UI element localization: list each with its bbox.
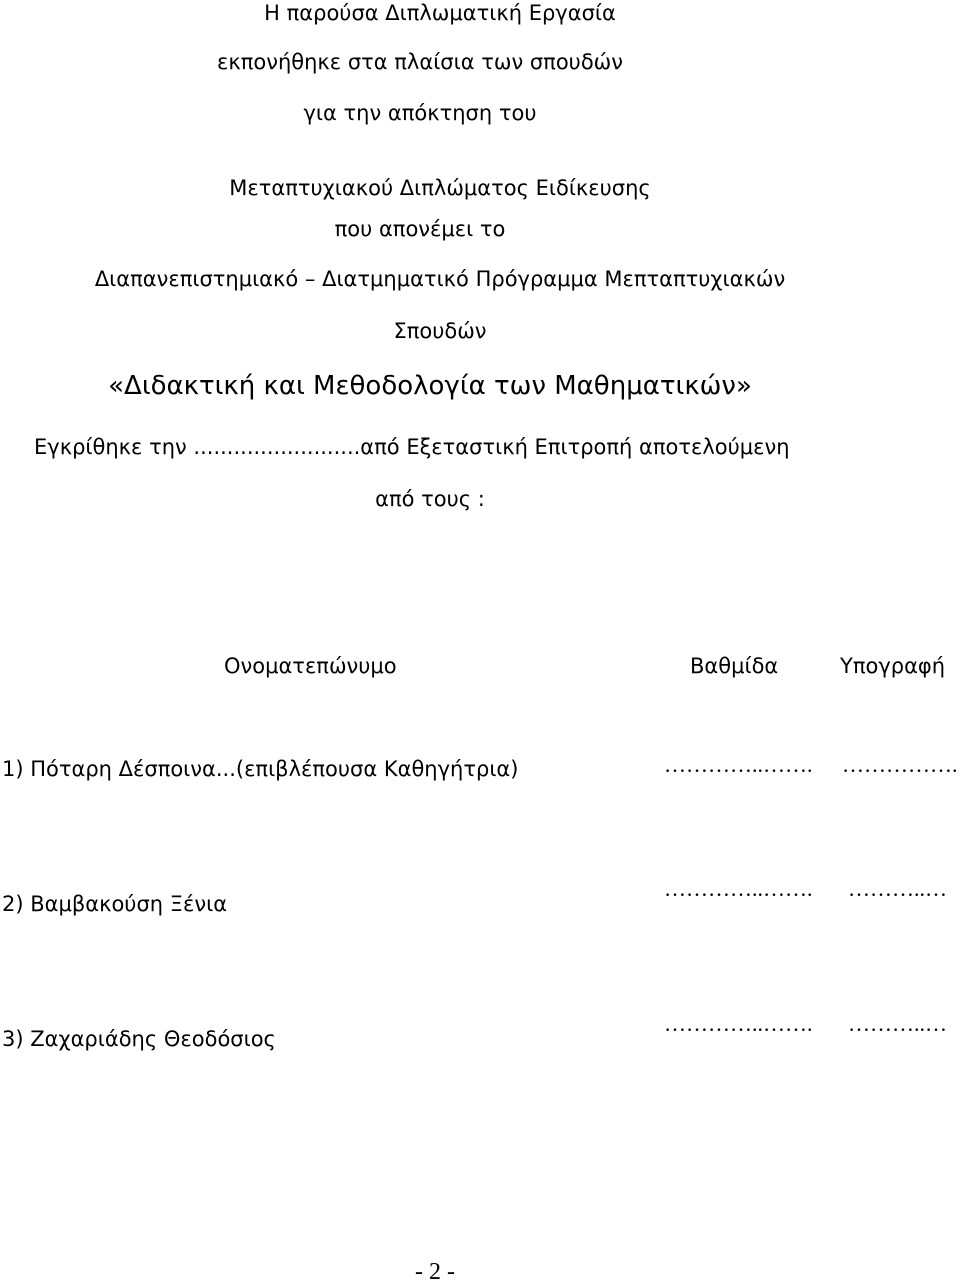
program-name-line-2: Σπουδών: [393, 319, 487, 343]
column-header-name: Ονοματεπώνυμο: [224, 654, 397, 678]
intro-line-2: εκπονήθηκε στα πλαίσια των σπουδών: [217, 50, 623, 74]
column-header-signature: Υπογραφή: [840, 654, 946, 678]
approval-line: Εγκρίθηκε την .........................από Εξεταστική Επιτροπή αποτελούμενη: [34, 435, 790, 459]
page-number: - 2 -: [415, 1259, 455, 1285]
rank-placeholder: …………..…….: [664, 752, 813, 777]
signature-placeholder: ………..…: [848, 1011, 947, 1036]
signature-placeholder: ………..…: [848, 876, 947, 901]
intro-line-5: που απονέμει το: [334, 217, 506, 241]
member-name: 3) Ζαχαριάδης Θεοδόσιος: [2, 1027, 276, 1051]
signature-placeholder: …………….: [842, 752, 958, 777]
approval-line-2: από τους :: [375, 487, 485, 511]
intro-line-1: Η παρούσα Διπλωματική Εργασία: [264, 1, 616, 25]
rank-placeholder: …………..…….: [664, 876, 813, 901]
degree-title: Μεταπτυχιακού Διπλώματος Ειδίκευσης: [229, 176, 651, 200]
member-name: 1) Πόταρη Δέσποινα...(επιβλέπουσα Καθηγήτρια): [2, 757, 519, 781]
program-name-line-1: Διαπανεπιστημιακό – Διατμηματικό Πρόγραμμα Μεπταπτυχιακών: [94, 267, 786, 291]
rank-placeholder: …………..…….: [664, 1011, 813, 1036]
member-name: 2) Βαμβακούση Ξένια: [2, 892, 228, 916]
intro-line-3: για την απόκτηση του: [303, 101, 537, 125]
program-title: «Διδακτική και Μεθοδολογία των Μαθηματικών»: [108, 371, 752, 401]
column-header-rank: Βαθμίδα: [690, 654, 779, 678]
